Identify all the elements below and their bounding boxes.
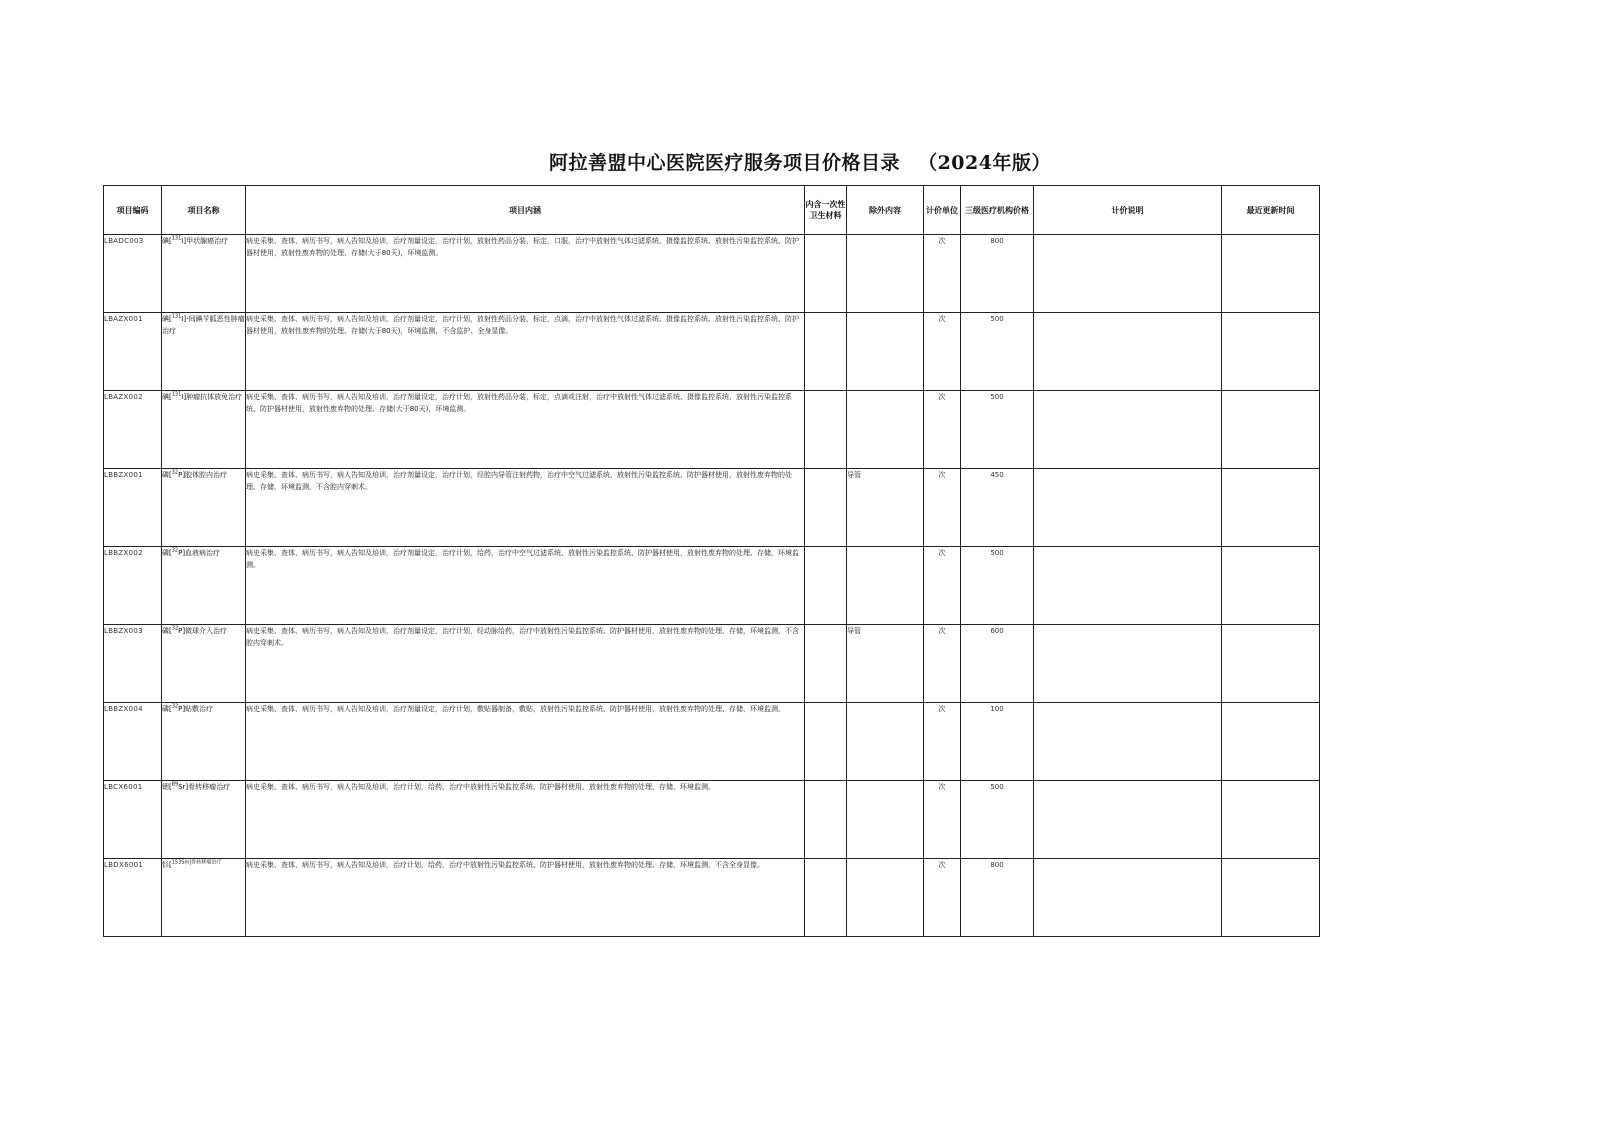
- table-row: [104, 547, 1320, 625]
- table-row: [104, 625, 1320, 703]
- cell-excluded: [847, 547, 924, 625]
- name-prefix: 碘[: [162, 393, 172, 401]
- cell-code: LBCX6001: [104, 781, 162, 859]
- cell-excluded: [847, 391, 924, 469]
- cell-updated: [1222, 469, 1320, 547]
- cell-consumables: [805, 313, 847, 391]
- header-note: 计价说明: [1034, 186, 1222, 235]
- cell-excluded: [847, 781, 924, 859]
- cell-consumables: [805, 547, 847, 625]
- cell-code: LBDX6001: [104, 859, 162, 937]
- name-prefix: 碘[: [162, 315, 172, 323]
- cell-note: [1034, 859, 1222, 937]
- cell-note: [1034, 703, 1222, 781]
- cell-code: LBBZX004: [104, 703, 162, 781]
- name-prefix: 钐[: [162, 861, 172, 869]
- cell-code: LBBZX001: [104, 469, 162, 547]
- cell-code: LBBZX002: [104, 547, 162, 625]
- name-isotope: 32: [171, 469, 179, 476]
- name-isotope: 153Sm]骨转移瘤治疗: [171, 859, 222, 866]
- cell-excluded: [847, 313, 924, 391]
- cell-content: 病史采集、查体、病历书写，病人告知及培训，治疗计划，给药，治疗中放射性污染监控系统、防护器材使用，放射性废弃物的处理、存储，环境监测，不含全身显像。: [246, 859, 805, 937]
- cell-name: [162, 313, 246, 391]
- table-row: [104, 703, 1320, 781]
- name-isotope: 131: [171, 313, 182, 320]
- cell-updated: [1222, 235, 1320, 313]
- cell-name: [162, 703, 246, 781]
- header-excluded: 除外内容: [847, 186, 924, 235]
- cell-note: [1034, 391, 1222, 469]
- cell-consumables: [805, 235, 847, 313]
- cell-updated: [1222, 703, 1320, 781]
- cell-note: [1034, 625, 1222, 703]
- header-price: 三级医疗机构价格: [961, 186, 1034, 235]
- cell-price: 500: [961, 313, 1034, 391]
- header-code: 项目编码: [104, 186, 162, 235]
- title-text: 阿拉善盟中心医院医疗服务项目价格目录: [549, 152, 901, 174]
- cell-price: 800: [961, 859, 1034, 937]
- cell-content: 病史采集、查体、病历书写，病人告知及培训，治疗剂量设定，治疗计划，经腔内导管注射药物，治疗中空气过滤系统、放射性污染监控系统、防护器材使用，放射性废弃物的处理、存储，环境监测，不含腔内穿刺术。: [246, 469, 805, 547]
- name-prefix: 锶[: [162, 783, 172, 791]
- cell-updated: [1222, 781, 1320, 859]
- name-suffix: Sr]骨转移瘤治疗: [178, 783, 231, 791]
- cell-content: 病史采集、查体、病历书写，病人告知及培训，治疗计划，给药，治疗中放射性污染监控系统、防护器材使用，放射性废弃物的处理、存储，环境监测。: [246, 781, 805, 859]
- name-prefix: 磷[: [162, 705, 172, 713]
- cell-unit: 次: [924, 859, 961, 937]
- cell-price: 800: [961, 235, 1034, 313]
- cell-unit: 次: [924, 235, 961, 313]
- cell-consumables: [805, 625, 847, 703]
- cell-content: 病史采集、查体、病历书写，病人告知及培训，治疗剂量设定，治疗计划，经动脉给药，治疗中放射性污染监控系统、防护器材使用，放射性废弃物的处理、存储，环境监测，不含腔内穿刺术。: [246, 625, 805, 703]
- cell-price: 450: [961, 469, 1034, 547]
- header-unit: 计价单位: [924, 186, 961, 235]
- cell-note: [1034, 235, 1222, 313]
- header-updated: 最近更新时间: [1222, 186, 1320, 235]
- cell-code: LBAZX001: [104, 313, 162, 391]
- cell-unit: 次: [924, 781, 961, 859]
- cell-code: LBADC003: [104, 235, 162, 313]
- name-prefix: 磷[: [162, 471, 172, 479]
- cell-name: [162, 781, 246, 859]
- header-content: 项目内涵: [246, 186, 805, 235]
- cell-unit: 次: [924, 469, 961, 547]
- price-catalog-table: [103, 185, 1320, 937]
- name-suffix: P]胶体腔内治疗: [178, 471, 228, 479]
- cell-consumables: [805, 859, 847, 937]
- name-suffix: P]血液病治疗: [178, 549, 221, 557]
- cell-note: [1034, 547, 1222, 625]
- cell-name: [162, 469, 246, 547]
- cell-note: [1034, 313, 1222, 391]
- cell-consumables: [805, 391, 847, 469]
- cell-price: 600: [961, 625, 1034, 703]
- cell-note: [1034, 781, 1222, 859]
- name-prefix: 磷[: [162, 627, 172, 635]
- table-row: [104, 313, 1320, 391]
- cell-content: 病史采集、查体、病历书写，病人告知及培训，治疗剂量设定，治疗计划，放射性药品分装，标定，点滴，治疗中放射性气体过滤系统、摄像监控系统、放射性污染监控系统、防护器材使用，放射性废弃物的处理、存储(大于80天)，环境监测，不含监护、全身显像。: [246, 313, 805, 391]
- cell-excluded: [847, 859, 924, 937]
- table-row: [104, 469, 1320, 547]
- cell-name: [162, 859, 246, 937]
- header-consumables: 内含一次性卫生材料: [805, 186, 847, 235]
- document-title: [0, 148, 1600, 175]
- cell-name: [162, 235, 246, 313]
- cell-updated: [1222, 625, 1320, 703]
- table-row: [104, 391, 1320, 469]
- name-isotope: 89: [171, 781, 179, 788]
- title-edition: （2024年版）: [918, 152, 1051, 174]
- cell-consumables: [805, 469, 847, 547]
- cell-name: [162, 625, 246, 703]
- cell-name: [162, 547, 246, 625]
- cell-unit: 次: [924, 547, 961, 625]
- cell-unit: 次: [924, 313, 961, 391]
- cell-excluded: 导管: [847, 469, 924, 547]
- name-isotope: 32: [171, 703, 179, 710]
- name-suffix: I]-间碘苄胍恶性肿瘤治疗: [162, 315, 245, 335]
- header-row: [104, 186, 1320, 235]
- cell-code: LBAZX002: [104, 391, 162, 469]
- name-prefix: 磷[: [162, 549, 172, 557]
- cell-code: LBBZX003: [104, 625, 162, 703]
- cell-unit: 次: [924, 703, 961, 781]
- cell-unit: 次: [924, 391, 961, 469]
- cell-price: 500: [961, 391, 1034, 469]
- name-suffix: I]肿瘤抗体放免治疗: [181, 393, 243, 401]
- cell-unit: 次: [924, 625, 961, 703]
- name-isotope: 32: [171, 625, 179, 632]
- name-suffix: I]甲状腺癌治疗: [181, 237, 229, 245]
- cell-excluded: [847, 703, 924, 781]
- table-row: [104, 235, 1320, 313]
- cell-price: 500: [961, 547, 1034, 625]
- cell-updated: [1222, 859, 1320, 937]
- cell-updated: [1222, 391, 1320, 469]
- name-suffix: P]微球介入治疗: [178, 627, 228, 635]
- cell-updated: [1222, 313, 1320, 391]
- cell-consumables: [805, 781, 847, 859]
- cell-updated: [1222, 547, 1320, 625]
- name-isotope: 32: [171, 547, 179, 554]
- cell-consumables: [805, 703, 847, 781]
- table-row: [104, 781, 1320, 859]
- cell-name: [162, 391, 246, 469]
- name-isotope: 131: [171, 391, 182, 398]
- cell-content: 病史采集、查体、病历书写，病人告知及培训，治疗剂量设定，治疗计划，敷贴器制备，敷贴，放射性污染监控系统、防护器材使用，放射性废弃物的处理、存储，环境监测。: [246, 703, 805, 781]
- header-name: 项目名称: [162, 186, 246, 235]
- name-prefix: 碘[: [162, 237, 172, 245]
- cell-content: 病史采集、查体、病历书写，病人告知及培训，治疗剂量设定，治疗计划，给药，治疗中空气过滤系统、放射性污染监控系统、防护器材使用，放射性废弃物的处理、存储，环境监测。: [246, 547, 805, 625]
- name-suffix: P]贴敷治疗: [178, 705, 214, 713]
- cell-price: 500: [961, 781, 1034, 859]
- cell-excluded: [847, 235, 924, 313]
- cell-excluded: 导管: [847, 625, 924, 703]
- cell-note: [1034, 469, 1222, 547]
- table-row: [104, 859, 1320, 937]
- cell-price: 100: [961, 703, 1034, 781]
- cell-content: 病史采集、查体、病历书写，病人告知及培训，治疗剂量设定，治疗计划，放射性药品分装，标定，口服，治疗中放射性气体过滤系统、摄像监控系统、放射性污染监控系统、防护器材使用，放射性废弃物的处理、存储(大于80天)，环境监测。: [246, 235, 805, 313]
- cell-content: 病史采集、查体、病历书写，病人告知及培训，治疗剂量设定，治疗计划，放射性药品分装，标定，点滴或注射，治疗中放射性气体过滤系统、摄像监控系统、放射性污染监控系统、防护器材使用，放射性废弃物的处理、存储(大于80天)，环境监测。: [246, 391, 805, 469]
- name-isotope: 131: [171, 235, 182, 242]
